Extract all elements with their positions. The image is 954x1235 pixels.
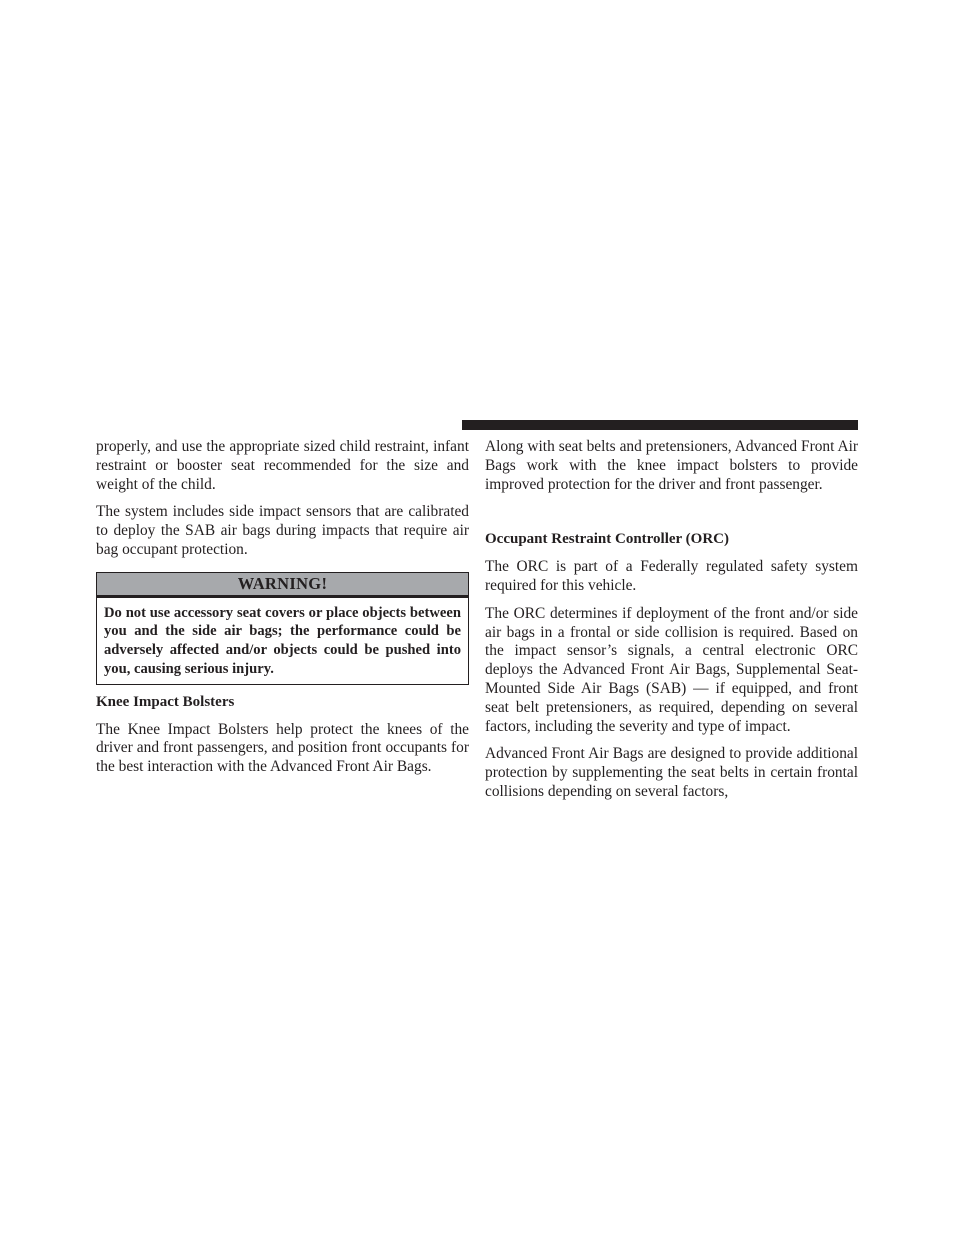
paragraph-knee-impact-bolsters: The Knee Impact Bolsters help protect the knees of the driver and front passengers, and position front occupants for the best interaction with the Advanced Front Air Bags. [96,720,469,776]
heading-orc: Occupant Restraint Controller (ORC) [485,531,729,548]
left-column [96,438,469,786]
paragraph-orc-determines: The ORC determines if deployment of the front and/or side air bags in a frontal or side collision is required. Based on the impact sensor’s signals, a central electronic ORC deploys the Advanced Front Air Bags, Supplemental Seat-Mounted Side Air Bags (SAB) — if equipped, and front seat belt pretensioners, as required, depending on several factors, including the severity and type of impact. [485,604,858,735]
warning-title: WARNING! [97,573,468,598]
paragraph-orc-federal: The ORC is part of a Federally regulated safety system required for this vehicle. [485,558,858,594]
paragraph-advanced-front-air-bags: Along with seat belts and pretensioners, Advanced Front Air Bags work with the knee impact bolsters to provide improved protection for the driver and front passenger. [485,438,858,493]
warning-text: Do not use accessory seat covers or place objects between you and the side air bags; the performance could be adversely affected and/or objects could be pushed into you, causing serious injury. [104,604,461,677]
paragraph-child-restraint: properly, and use the appropriate sized child restraint, infant restraint or booster seat recommended for the size and weight of the child. [96,438,469,493]
paragraph-side-impact-sensors: The system includes side impact sensors that are calibrated to deploy the SAB air bags during impacts that require air bag occupant protection. [96,503,469,558]
paragraph-air-bags-designed: Advanced Front Air Bags are designed to provide additional protection by supplementing the seat belts in certain frontal collisions depending on several factors, [485,745,858,800]
right-column [485,438,858,811]
heading-knee-impact-bolsters: Knee Impact Bolsters [96,693,235,710]
header-bar [462,420,858,430]
warning-box [96,572,469,685]
